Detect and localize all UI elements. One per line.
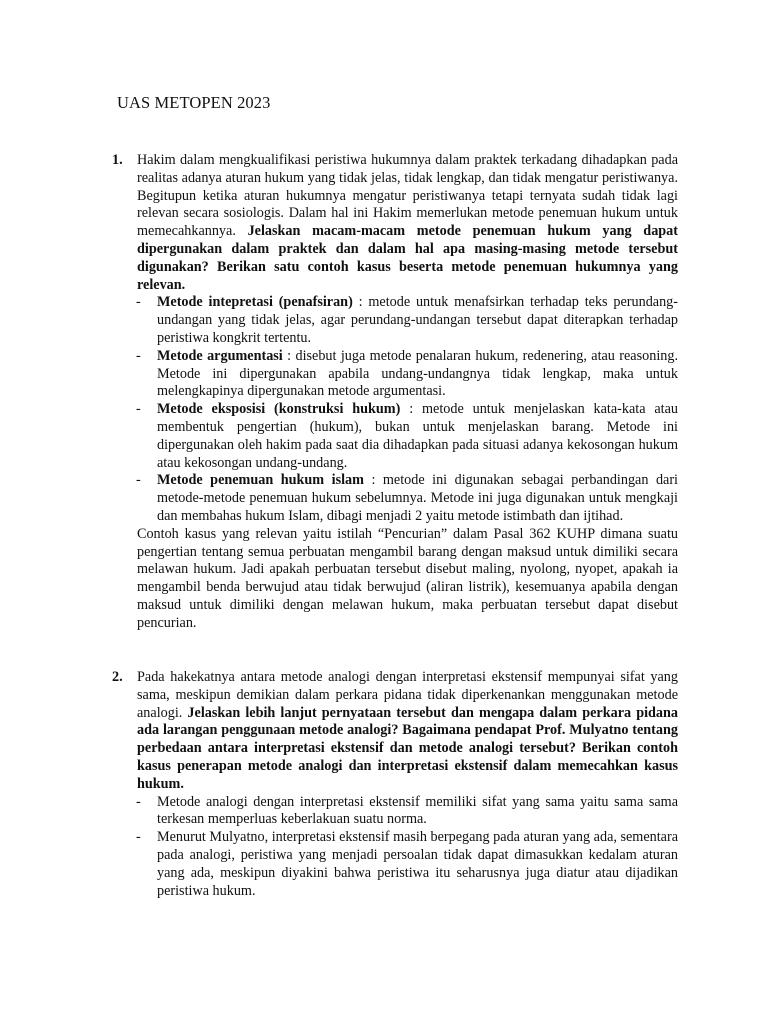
- question-number: 1.: [112, 152, 123, 168]
- answer-item: [136, 794, 678, 830]
- bullet-dash: -: [136, 347, 141, 364]
- question-prompt: Jelaskan lebih lanjut pernyataan tersebut dan mengapa dalam perkara pidana ada larangan penggunaan metode analogi? Bagaimana pendapat Prof. Mulyatno tentang perbedaan antara interpretasi ekstensif dan metode analogi tersebut? Berikan contoh kasus penerapan metode analogi dan interpretasi ekstensif dalam memecahkan kasus hukum.: [137, 704, 678, 792]
- method-term: Metode penemuan hukum islam: [157, 472, 364, 489]
- bullet-dash: -: [136, 472, 141, 489]
- document-title: UAS METOPEN 2023: [117, 93, 271, 112]
- question-intro: Pada hakekatnya antara metode analogi dengan interpretasi ekstensif mempunyai sifat yang sama, meskipun demikian dalam perkara pidana tidak diperkenankan menggunakan metode analogi.: [137, 669, 678, 721]
- question-2: [112, 669, 678, 900]
- question-number: 2.: [112, 669, 123, 685]
- answer-item: [136, 829, 678, 900]
- method-description: : metode ini digunakan sebagai perbandingan dari metode-metode penemuan hukum sebelumnya. Metode ini juga digunakan untuk mengkaji dan membahas hukum Islam, dibagi menjadi 2 yaitu metode istimbath dan ijtihad.: [157, 472, 678, 524]
- case-example: Contoh kasus yang relevan yaitu istilah “Pencurian” dalam Pasal 362 KUHP dimana suatu pengertian tentang semua perbuatan mengambil barang dengan maksud untuk dimiliki secara melawan hukum. Jadi apakah perbuatan tersebut disebut maling, nyolong, nyopet, apakah ia mengambil benda berwujud atau tidak berwujud (aliran listrik), kesemuanya apabila dengan maksud untuk dimiliki dengan melawan hukum, maka perbuatan tersebut dapat disebut pencurian.: [137, 525, 678, 631]
- question-1: [112, 152, 678, 633]
- question-prompt: Jelaskan macam-macam metode penemuan hukum yang dapat dipergunakan dalam praktek dan dalam hal apa masing-masing metode tersebut digunakan? Berikan satu contoh kasus beserta metode penemuan hukumnya yang relevan.: [137, 223, 678, 293]
- question-text: [137, 669, 678, 794]
- answer-list: [137, 294, 678, 525]
- bullet-dash: -: [136, 401, 141, 418]
- answer-item: [136, 401, 678, 472]
- question-text: [137, 152, 678, 294]
- answer-item: [136, 472, 678, 525]
- bullet-dash: -: [136, 829, 141, 846]
- question-body: [137, 669, 678, 900]
- answer-item: [136, 348, 678, 401]
- method-description: : metode untuk menjelaskan kata-kata atau membentuk pengertian (hukum), bukan untuk menjelaskan barang. Metode ini dipergunakan oleh hakim pada saat dia dihadapkan pada situasi adanya kekosongan hukum atau kekosongan undang-undang.: [157, 401, 678, 471]
- bullet-dash: -: [136, 294, 141, 311]
- question-intro: Hakim dalam mengkualifikasi peristiwa hukumnya dalam praktek terkadang dihadapkan pada realitas adanya aturan hukum yang tidak jelas, tidak lengkap, dan tidak mengatur peristiwanya. Begitupun ketika aturan hukumnya mengatur peristiwanya tetapi ternyata sudah tidak lagi relevan secara sosiologis. Dalam hal ini Hakim memerlukan metode penemuan hukum untuk memecahkannya.: [137, 152, 678, 240]
- method-term: Metode eksposisi (konstruksi hukum): [157, 401, 401, 418]
- method-term: Metode intepretasi (penafsiran): [157, 294, 353, 311]
- method-description: : metode untuk menafsirkan terhadap teks perundang-undangan yang tidak jelas, agar perundang-undangan tersebut dapat diterapkan terhadap peristiwa kongkrit tertentu.: [157, 294, 678, 346]
- answer-list: [137, 794, 678, 901]
- method-description: : disebut juga metode penalaran hukum, redenering, atau reasoning. Metode ini dipergunakan apabila undang-undangnya tidak lengkap, maka untuk melengkapinya dipergunakan metode argumentasi.: [157, 347, 678, 400]
- bullet-dash: -: [136, 793, 141, 810]
- answer-text: Menurut Mulyatno, interpretasi ekstensif masih berpegang pada aturan yang ada, sementara pada analogi, peristiwa yang menjadi persoalan tidak dapat dimasukkan kedalam aturan yang ada, meskipun diyakini bahwa peristiwa itu seharusnya juga diatur atau dijadikan peristiwa hukum.: [157, 829, 678, 899]
- method-term: Metode argumentasi: [157, 347, 283, 364]
- question-body: [137, 152, 678, 633]
- answer-text: Metode analogi dengan interpretasi ekstensif memiliki sifat yang sama yaitu sama sama terkesan memperluas keberlakuan suatu norma.: [157, 793, 678, 828]
- answer-item: [136, 294, 678, 347]
